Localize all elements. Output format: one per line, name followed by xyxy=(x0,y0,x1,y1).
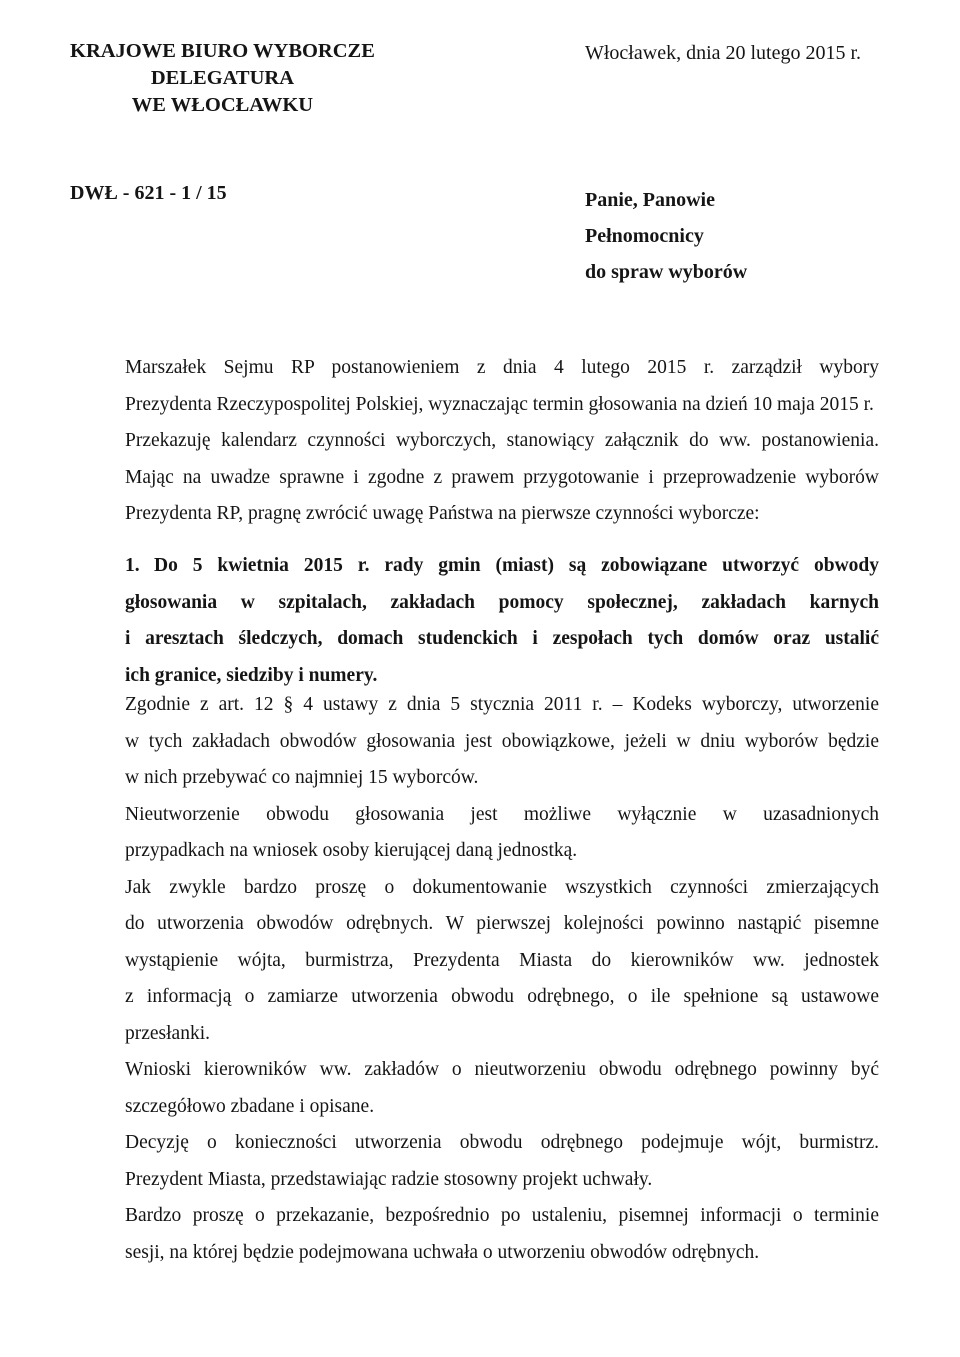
intro-paragraph xyxy=(125,350,879,533)
item-line: i aresztach śledczych, domach studenckich i zespołach tych domów oraz ustalić xyxy=(125,628,879,649)
paragraph-line: Jak zwykle bardzo proszę o dokumentowanie wszystkich czynności zmierzających xyxy=(125,876,879,898)
reference-number: DWŁ - 621 - 1 / 15 xyxy=(70,182,227,204)
paragraph-line: Zgodnie z art. 12 § 4 ustawy z dnia 5 stycznia 2011 r. – Kodeks wyborczy, utworzenie xyxy=(125,694,879,715)
addressee-line-1: Panie, Panowie xyxy=(585,189,715,211)
paragraph-line: Decyzję o konieczności utworzenia obwodu odrębnego podejmuje wójt, burmistrz. xyxy=(125,1132,879,1153)
intro-line: Prezydenta Rzeczypospolitej Polskiej, wyznaczając termin głosowania na dzień 10 maja 2015 r. xyxy=(125,393,874,415)
paragraph-line: Bardzo proszę o przekazanie, bezpośrednio po ustaleniu, pisemnej informacji o terminie xyxy=(125,1205,879,1226)
paragraph-line: w nich przebywać co najmniej 15 wyborców. xyxy=(125,767,479,788)
paragraph-line: w tych zakładach obwodów głosowania jest obowiązkowe, jeżeli w dniu wyborów będzie xyxy=(125,730,879,752)
body-paragraphs xyxy=(125,687,879,1271)
item-line: głosowania w szpitalach, zakładach pomocy społecznej, zakładach karnych xyxy=(125,591,879,613)
org-line-3: WE WŁOCŁAWKU xyxy=(131,94,314,116)
paragraph-line: przypadkach na wniosek osoby kierującej daną jednostką. xyxy=(125,840,578,861)
item-line: Do 5 kwietnia 2015 r. rady gmin (miast) są zobowiązane utworzyć obwody xyxy=(154,555,879,576)
addressee-line-2: Pełnomocnicy xyxy=(585,225,704,247)
addressee-block xyxy=(585,182,747,290)
paragraph-line: Prezydent Miasta, przedstawiając radzie stosowny projekt uchwały. xyxy=(125,1168,653,1190)
item-first-row xyxy=(125,548,879,585)
paragraph-line: Wnioski kierowników ww. zakładów o nieutworzeniu obwodu odrębnego powinny być xyxy=(125,1059,879,1080)
place-and-date: Włocławek, dnia 20 lutego 2015 r. xyxy=(585,42,862,64)
paragraph-line: sesji, na której będzie podejmowana uchwała o utworzeniu obwodów odrębnych. xyxy=(125,1241,760,1263)
paragraph-line: z informacją o zamiarze utworzenia obwodu odrębnego, o ile spełnione są ustawowe xyxy=(125,986,879,1007)
paragraph-line: wystąpienie wójta, burmistrza, Prezydenta Miasta do kierowników ww. jednostek xyxy=(125,949,879,971)
addressee-line-3: do spraw wyborów xyxy=(585,261,748,283)
intro-line: Przekazuję kalendarz czynności wyborczych, stanowiący załącznik do ww. postanowienia. xyxy=(125,430,879,451)
intro-line: Prezydenta RP, pragnę zwrócić uwagę Państwa na pierwsze czynności wyborcze: xyxy=(125,503,760,524)
paragraph-line: przesłanki. xyxy=(125,1022,211,1044)
item-number: 1. xyxy=(125,555,140,576)
paragraph-line: Nieutworzenie obwodu głosowania jest możliwe wyłącznie w uzasadnionych xyxy=(125,803,879,825)
paragraph-line: do utworzenia obwodów odrębnych. W pierwszej kolejności powinno nastąpić pisemne xyxy=(125,913,879,934)
org-line-1: KRAJOWE BIURO WYBORCZE xyxy=(70,40,375,62)
item-line: ich granice, siedziby i numery. xyxy=(125,664,378,686)
intro-line: Marszałek Sejmu RP postanowieniem z dnia 4 lutego 2015 r. zarządził wybory xyxy=(125,357,879,378)
org-line-2: DELEGATURA xyxy=(150,67,295,89)
paragraph-line: szczegółowo zbadane i opisane. xyxy=(125,1095,375,1117)
sender-organization xyxy=(70,38,375,119)
numbered-item-1 xyxy=(125,548,879,694)
intro-line: Mając na uwadze sprawne i zgodne z prawem przygotowanie i przeprowadzenie wyborów xyxy=(125,466,879,488)
